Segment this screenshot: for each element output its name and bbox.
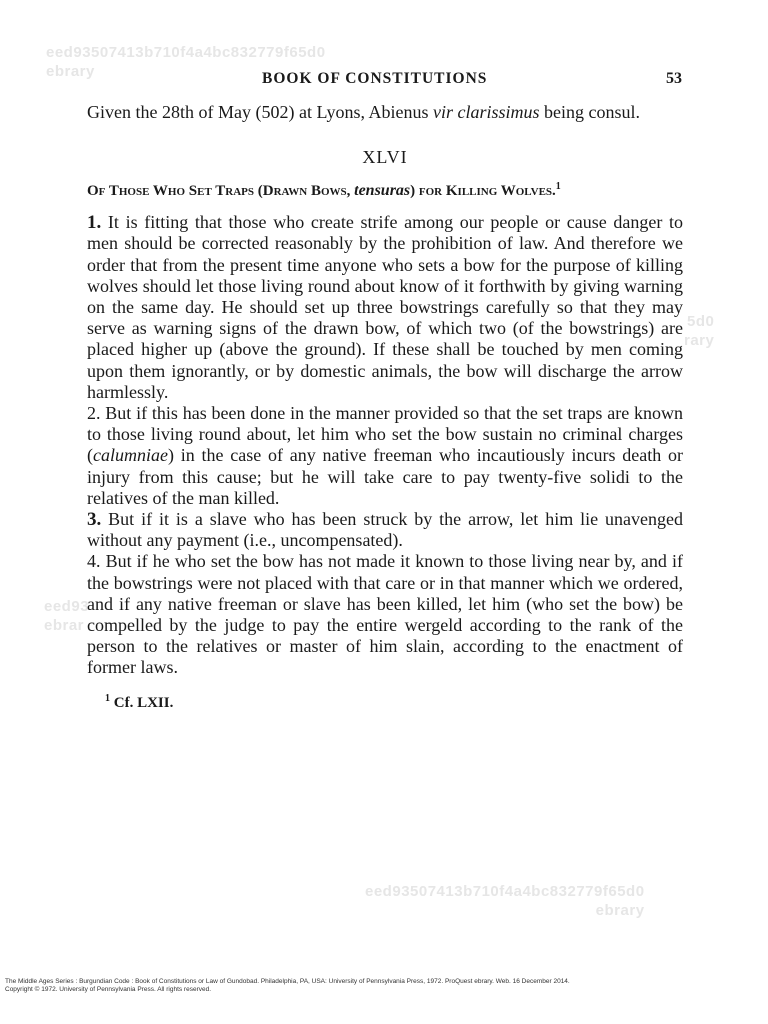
watermark-brand: rary bbox=[684, 332, 715, 349]
watermark-brand: ebrary bbox=[46, 63, 95, 80]
page-header bbox=[262, 70, 682, 92]
copyright-line: Copyright © 1972. University of Pennsylvania Press. All rights reserved. bbox=[5, 985, 212, 993]
title-italic: tensuras bbox=[354, 182, 411, 200]
citation-line: The Middle Ages Series : Burgundian Code : Book of Constitutions or Law of Gundobad. Philadelphia, PA, USA: University of Pennsylvania Press, 1972. ProQuest ebrary. Web. 16 December 2014. bbox=[5, 978, 570, 985]
watermark-brand: ebrar bbox=[44, 617, 85, 634]
page-number: 53 bbox=[666, 70, 682, 87]
watermark-brand: ebrary bbox=[595, 902, 645, 919]
paragraph-3: 3. But if it is a slave who has been struck by the arrow, let him lie unavenged without any payment (i.e., uncompensated). bbox=[87, 509, 683, 551]
paragraph-1: 1. It is fitting that those who create strife among our people or cause danger to men should be corrected reasonably by the prohibition of law. And therefore we order that from the present time anyone who sets a bow for the purpose of killing wolves should let those living round about know of it forthwith by giving warning on the same day. He should set up three bowstrings carefully so that they may serve as warning signs of the drawn bow, of which two (of the bowstrings) are placed higher up (above the ground). If these shall be touched by men coming upon them ignorantly, or by domestic animals, the bow will discharge the arrow harmlessly. bbox=[87, 212, 683, 402]
italic-phrase: vir clarissimus bbox=[432, 102, 540, 122]
paragraph-number: 1. bbox=[87, 212, 102, 234]
watermark-code: 5d0 bbox=[687, 313, 715, 330]
citation-footer bbox=[5, 978, 570, 993]
body-text bbox=[87, 102, 683, 712]
watermark-mid-left bbox=[44, 597, 89, 635]
paragraph-4: 4. But if he who set the bow has not made it known to those living near by, and if the bowstrings were not placed with that care or in that manner which we ordered, and if any native freeman or slave has been killed, let him (who set the bow) be compelled by the judge to pay the entire wergeld according to the rank of the person to the relatives or master of him slain, according to the enactment of former laws. bbox=[87, 551, 683, 678]
watermark-code: eed93507413b710f4a4bc832779f65d0 bbox=[365, 883, 645, 900]
paragraph-2: 2. But if this has been done in the manner provided so that the set traps are known to those living round about, let him who set the bow sustain no criminal charges (calumniae) in the case of any native freeman who incautiously incurs death or injury from this cause; but he will take care to pay twenty-five solidi to the relatives of the man killed. bbox=[87, 403, 683, 508]
footnote-mark: 1 bbox=[105, 692, 110, 704]
chapter-title: Of Those Who Set Traps (Drawn Bows, tensuras) for Killing Wolves.$^1$ bbox=[87, 181, 561, 200]
watermark-code: eed93507413b710f4a4bc832779f65d0 bbox=[46, 44, 326, 61]
watermark-bottom-right bbox=[365, 882, 645, 920]
running-title: BOOK OF CONSTITUTIONS bbox=[262, 70, 488, 87]
watermark-mid-right bbox=[684, 312, 714, 350]
intro-paragraph: Given the 28th of May (502) at Lyons, Abienus vir clarissimus being consul. bbox=[87, 102, 640, 122]
italic-term: calumniae bbox=[93, 445, 168, 466]
watermark-code: eed93 bbox=[44, 598, 90, 615]
chapter-number: XLVI bbox=[362, 147, 408, 168]
paragraph-number: 3. bbox=[87, 509, 102, 531]
footnote: $^1$ Cf. LXII. bbox=[105, 692, 174, 711]
footnote-reference: 1 bbox=[555, 181, 561, 193]
